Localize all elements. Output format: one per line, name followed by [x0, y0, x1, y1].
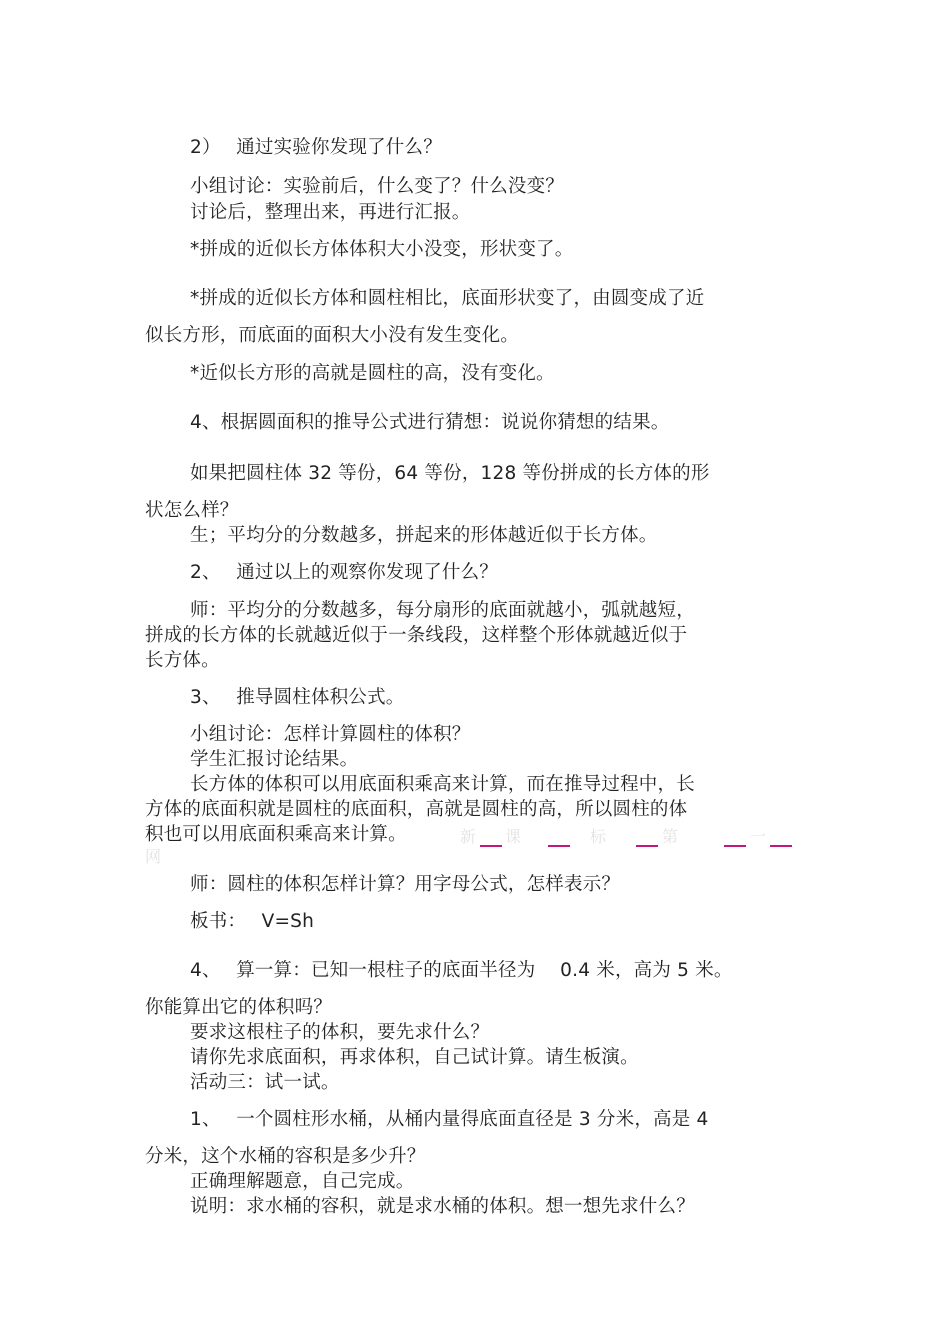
teacher-remark-line-1: 师：平均分的分数越多，每分扇形的底面就越小，弧就越短， [190, 600, 695, 621]
discussion-instruction: 讨论后，整理出来，再进行汇报。 [190, 202, 471, 223]
problem-1-line-1: 1、 一个圆柱形水桶，从桶内量得底面直径是 3 分米，高是 4 [190, 1109, 709, 1130]
watermark-underline [636, 845, 658, 847]
explanation-line-3: 积也可以用底面积乘高来计算。 [145, 824, 407, 845]
finding-2-line-2: 似长方形，而底面的面积大小没有发生变化。 [145, 325, 520, 346]
watermark-char: 标 [590, 827, 607, 846]
step-2-question: 2） 通过实验你发现了什么？ [190, 137, 442, 158]
watermark-underline [770, 845, 792, 847]
exercise-4-hint: 要求这根柱子的体积，要先求什么？ [190, 1022, 490, 1043]
problem-1-note: 说明：求水桶的容积，就是求水桶的体积。想一想先求什么？ [190, 1196, 695, 1217]
student-report: 学生汇报讨论结果。 [190, 749, 359, 770]
group-discussion-prompt: 小组讨论：实验前后，什么变了？什么没变？ [190, 176, 565, 197]
exercise-4-instruction: 请你先求底面积，再求体积，自己试计算。请生板演。 [190, 1047, 639, 1068]
student-answer: 生；平均分的分数越多，拼起来的形体越近似于长方体。 [190, 525, 658, 546]
problem-1-line-2: 分米，这个水桶的容积是多少升？ [145, 1146, 426, 1167]
step-2-observation: 2、 通过以上的观察你发现了什么？ [190, 562, 499, 583]
exercise-4-line-2: 你能算出它的体积吗？ [145, 997, 333, 1018]
exercise-4-line-1: 4、 算一算：已知一根柱子的底面半径为 0.4 米，高为 5 米。 [190, 960, 733, 981]
teacher-remark-line-2: 拼成的长方体的长就越近似于一条线段，这样整个形体就越近似于 [145, 625, 688, 646]
watermark-char: 新 [460, 827, 477, 846]
guess-question-line-2: 状怎么样？ [145, 500, 239, 521]
watermark-underline [548, 845, 570, 847]
watermark-char: 第 [662, 827, 679, 846]
step-3-derive-formula: 3、 推导圆柱体积公式。 [190, 687, 405, 708]
watermark-char: 网 [145, 847, 162, 866]
finding-3: *近似长方形的高就是圆柱的高，没有变化。 [190, 363, 555, 384]
watermark-char: 课 [505, 827, 522, 846]
step-4-guess: 4、根据圆面积的推导公式进行猜想：说说你猜想的结果。 [190, 412, 670, 433]
finding-1: *拼成的近似长方体体积大小没变，形状变了。 [190, 239, 574, 260]
teacher-remark-line-3: 长方体。 [145, 650, 220, 671]
watermark-underline [724, 845, 746, 847]
problem-1-instruction: 正确理解题意，自己完成。 [190, 1171, 415, 1192]
activity-3-title: 活动三：试一试。 [190, 1072, 340, 1093]
discussion-volume-question: 小组讨论：怎样计算圆柱的体积？ [190, 724, 471, 745]
explanation-line-2: 方体的底面积就是圆柱的底面积，高就是圆柱的高，所以圆柱的体 [145, 799, 688, 820]
board-formula: 板书： V=Sh [190, 911, 315, 932]
guess-question-line-1: 如果把圆柱体 32 等份，64 等份，128 等份拼成的长方体的形 [190, 463, 710, 484]
explanation-line-1: 长方体的体积可以用底面积乘高来计算，而在推导过程中，长 [190, 774, 695, 795]
teacher-formula-question: 师：圆柱的体积怎样计算？用字母公式，怎样表示？ [190, 874, 621, 895]
finding-2-line-1: *拼成的近似长方体和圆柱相比，底面形状变了，由圆变成了近 [190, 288, 705, 309]
watermark-char: 一 [750, 827, 767, 846]
watermark-underline [480, 845, 502, 847]
